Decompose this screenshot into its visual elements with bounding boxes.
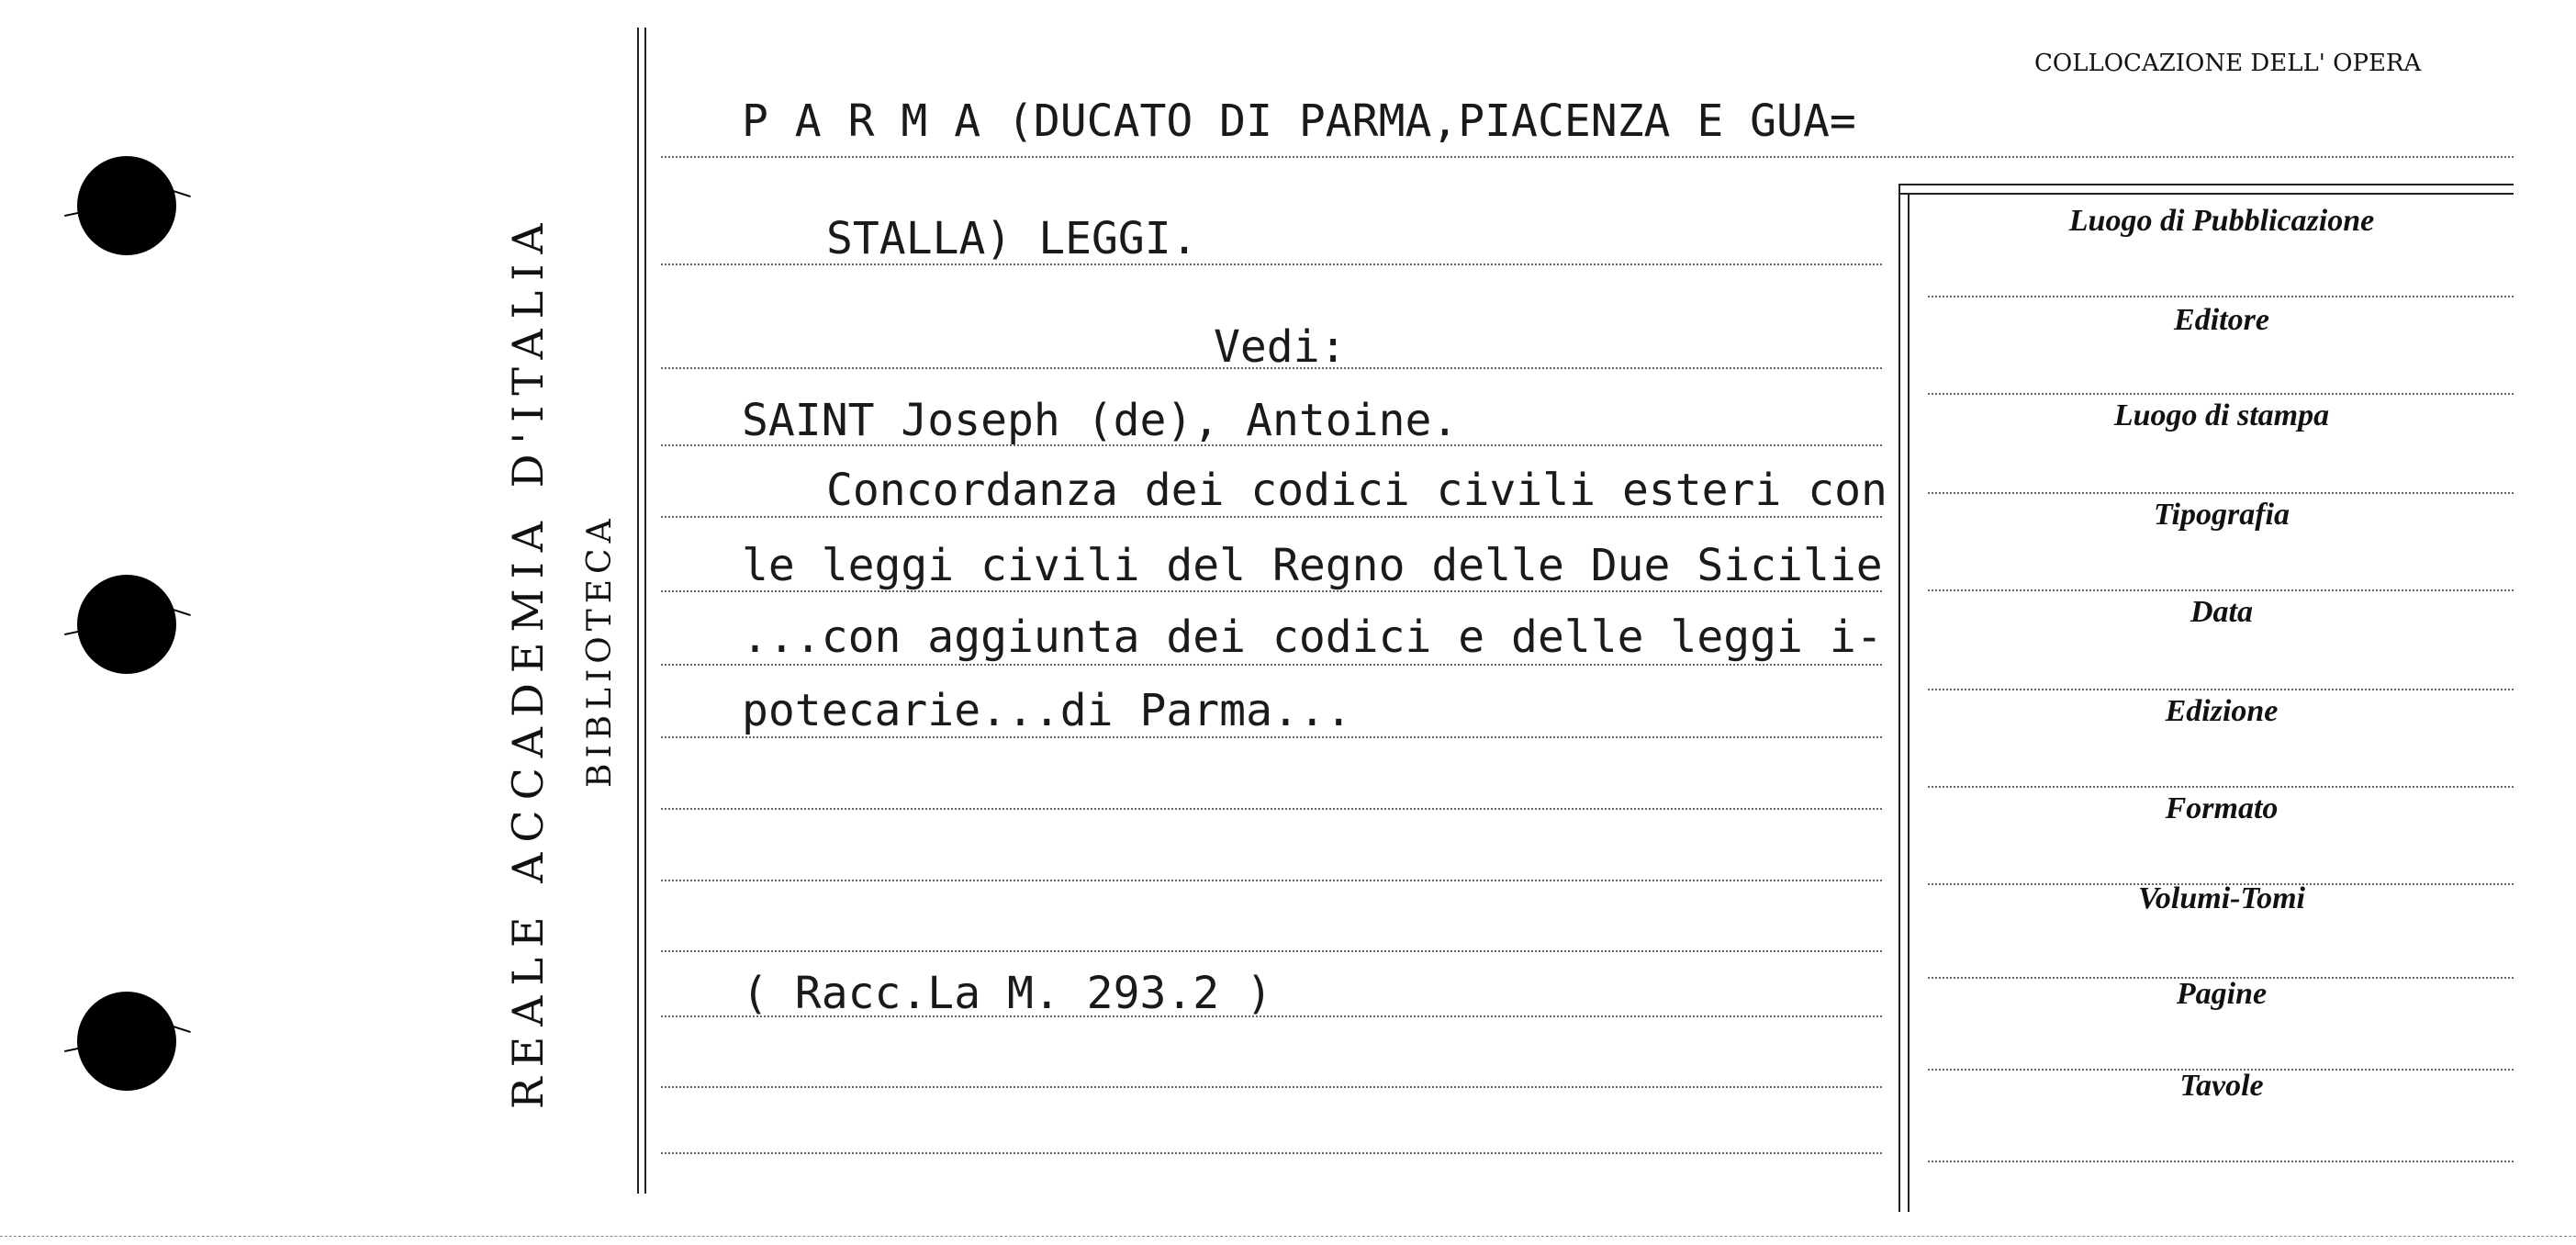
punch-hole-middle [77, 575, 176, 674]
field-editore: Editore [2174, 303, 2269, 337]
field-line [1928, 689, 2514, 690]
field-formato: Formato [2165, 791, 2279, 825]
title-line-1: Concordanza dei codici civili esteri con [826, 465, 1887, 516]
punch-hole-top [77, 156, 176, 255]
title-line-3: ...con aggiunta dei codici e delle leggi i- [742, 611, 1883, 663]
field-data: Data [2190, 595, 2253, 629]
library-label: BIBLIOTECA [581, 513, 619, 788]
field-tipografia: Tipografia [2154, 498, 2290, 532]
field-line [1928, 393, 2514, 395]
collocation-box-border [1898, 193, 2514, 195]
ruled-line [661, 880, 1882, 881]
field-line [1928, 589, 2514, 591]
ruled-line [661, 1152, 1882, 1154]
field-volumi-tomi: Volumi-Tomi [2137, 881, 2306, 915]
ruled-line [661, 664, 1882, 666]
margin-rule-outer [637, 28, 639, 1194]
ruled-line [661, 516, 1882, 518]
field-line [1928, 492, 2514, 494]
field-line [1928, 296, 2514, 297]
institution-name: REALE ACCADEMIA D'ITALIA [503, 213, 553, 1109]
title-line-2: le leggi civili del Regno delle Due Sicilie [742, 540, 1883, 591]
field-luogo-stampa: Luogo di stampa [2113, 398, 2330, 432]
heading-line-2: STALLA) LEGGI. [826, 213, 1198, 264]
shelfmark: ( Racc.La M. 293.2 ) [742, 968, 1272, 1019]
field-pagine: Pagine [2176, 977, 2268, 1011]
ruled-line [661, 808, 1882, 810]
field-edizione: Edizione [2165, 694, 2279, 728]
ruled-line [661, 1086, 1882, 1088]
collocation-box-border [1908, 193, 1910, 1212]
see-reference-label: Vedi: [1214, 321, 1347, 373]
collocation-header: COLLOCAZIONE DELL' OPERA [2034, 50, 2422, 77]
ruled-line [661, 736, 1882, 738]
collocation-box-border [1898, 184, 2514, 185]
heading-line-1: P A R M A (DUCATO DI PARMA,PIACENZA E GUA= [742, 95, 1856, 147]
margin-rule-inner [644, 28, 646, 1194]
ruled-line [661, 156, 2514, 158]
field-luogo-pubblicazione: Luogo di Pubblicazione [2068, 204, 2375, 238]
field-line [1928, 1161, 2514, 1162]
field-line [1928, 786, 2514, 788]
ruled-line [661, 950, 1882, 952]
card-bottom-edge [0, 1236, 2576, 1237]
collocation-box-border [1898, 184, 1900, 1212]
author-line: SAINT Joseph (de), Antoine. [742, 395, 1459, 446]
punch-hole-bottom [77, 992, 176, 1091]
title-line-4: potecarie...di Parma... [742, 685, 1352, 736]
field-tavole: Tavole [2179, 1069, 2264, 1103]
